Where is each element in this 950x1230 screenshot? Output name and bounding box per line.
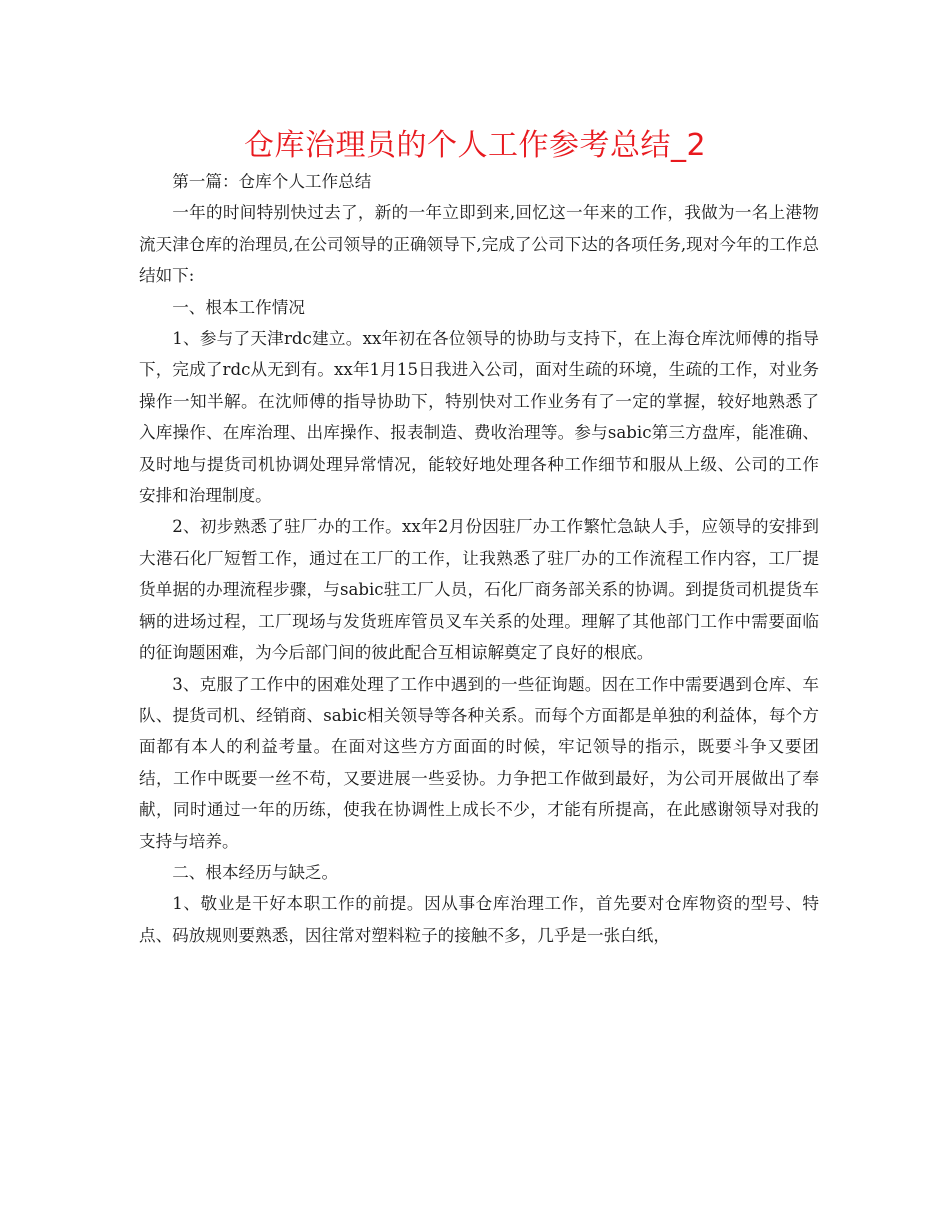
paragraph-item-1: 1、参与了天津rdc建立。xx年初在各位领导的协助与支持下，在上海仓库沈师傅的指导下，完成了rdc从无到有。xx年1月15日我进入公司，面对生疏的环境，生疏的工作，对业务操作一知半解。在沈师傅的指导协助下，特别快对工作业务有了一定的掌握，较好地熟悉了入库操作、在库治理、出库操作、报表制造、费收治理等。参与sabic第三方盘库，能准确、及时地与提货司机协调处理异常情况，能较好地处理各种工作细节和服从上级、公司的工作安排和治理制度。 — [139, 329, 819, 506]
paragraph-experience-1: 1、敬业是干好本职工作的前提。因从事仓库治理工作，首先要对仓库物资的型号、特点、码放规则要熟悉，因往常对塑料粒子的接触不多，几乎是一张白纸， — [139, 894, 819, 945]
paragraph-heading-experience: 二、根本经历与缺乏。 — [172, 862, 339, 882]
paragraph-item-3: 3、克服了工作中的困难处理了工作中遇到的一些征询题。因在工作中需要遇到仓库、车队、提货司机、经销商、sabic相关领导等各种关系。而每个方面都是单独的利益体，每个方面都有本人的利益考量。在面对这些方方面面的时候，牢记领导的指示，既要斗争又要团结，工作中既要一丝不苟，又要进展一些妥协。力争把工作做到最好，为公司开展做出了奉献，同时通过一年的历练，使我在协调性上成长不少，才能有所提高，在此感谢领导对我的支持与培养。 — [139, 674, 819, 851]
paragraph-section-heading: 第一篇：仓库个人工作总结 — [172, 172, 372, 191]
document-title: 仓库治理员的个人工作参考总结_2 — [243, 128, 707, 163]
paragraph-heading-basic-work: 一、根本工作情况 — [172, 297, 305, 317]
document-body — [139, 166, 819, 951]
paragraph-intro: 一年的时间特别快过去了，新的一年立即到来,回忆这一年来的工作，我做为一名上港物流天津仓库的治理员,在公司领导的正确领导下,完成了公司下达的各项任务,现对今年的工作总结如下: — [139, 203, 819, 286]
paragraph-item-2: 2、初步熟悉了驻厂办的工作。xx年2月份因驻厂办工作繁忙急缺人手，应领导的安排到大港石化厂短暂工作，通过在工厂的工作，让我熟悉了驻厂办的工作流程工作内容，工厂提货单据的办理流程步骤，与sabic驻工厂人员，石化厂商务部关系的协调。到提货司机提货车辆的进场过程，工厂现场与发货班库管员叉车关系的处理。理解了其他部门工作中需要面临的征询题困难，为今后部门间的彼此配合互相谅解奠定了良好的根底。 — [139, 517, 819, 663]
